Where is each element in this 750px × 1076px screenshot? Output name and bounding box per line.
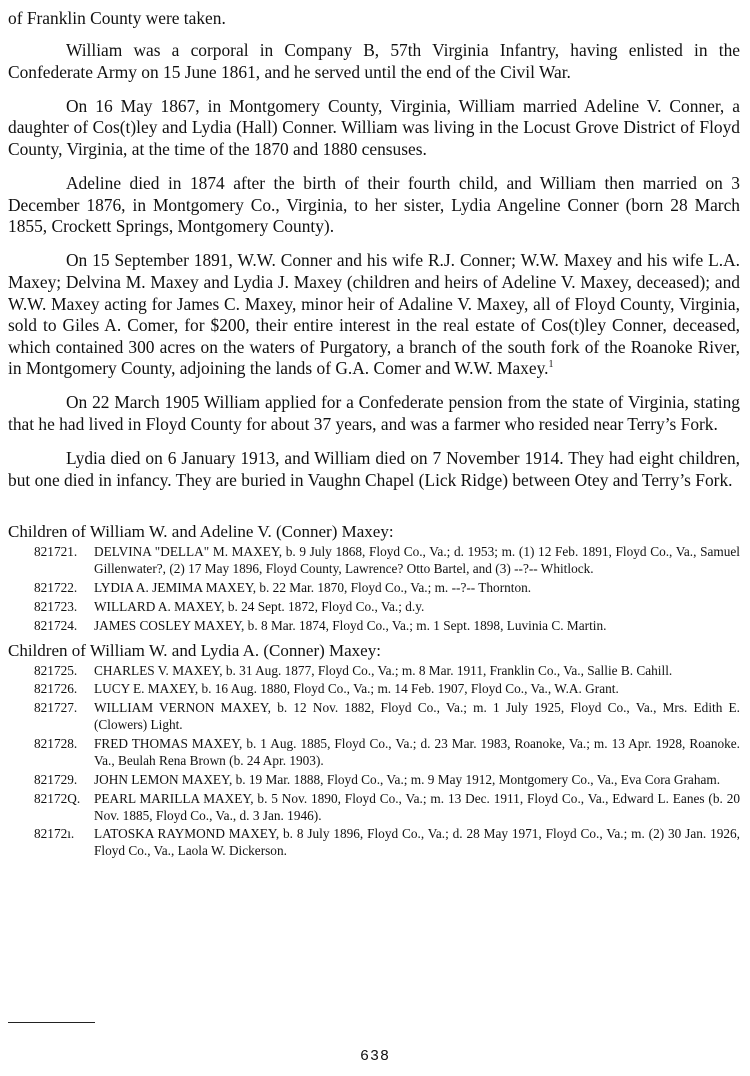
paragraph-text: On 15 September 1891, W.W. Conner and his wife R.J. Conner; W.W. Maxey and his wife L.A. Maxey; Delvina M. Maxey and Lydia J. Maxey (children and heirs of Adeline V. Maxey, deceased); and W.W. Maxey acting for James C. Maxey, minor heir of Adaline V. Maxey, all of Floyd County, Virginia, sold to Giles A. Comer, for $200, their entire interest in the real estate of Cos(t)ley Conner, deceased, which contained 300 acres on the waters of Purgatory, a branch of the south fork of the Roanoke River, in Montgomery County, adjoining the lands of G.A. Comer and W.W. Maxey.: [8, 250, 740, 379]
footnote-marker: 1: [548, 359, 554, 371]
child-text: LUCY E. MAXEY, b. 16 Aug. 1880, Floyd Co., Va.; m. 14 Feb. 1907, Floyd Co., Va., W.A. Grant.: [94, 681, 619, 697]
child-number: 821723.: [34, 598, 78, 614]
child-entry: [8, 680, 740, 697]
child-entry: [8, 735, 740, 769]
paragraph: On 16 May 1867, in Montgomery County, Virginia, William married Adeline V. Conner, a daughter of Cos(t)ley and Lydia (Hall) Conner. William was living in the Locust Grove District of Floyd County, Virginia, at the time of the 1870 and 1880 censuses.: [8, 95, 740, 159]
children-list: [8, 543, 740, 633]
child-entry: [8, 662, 740, 679]
child-text: LATOSKA RAYMOND MAXEY, b. 8 July 1896, Floyd Co., Va.; d. 28 May 1971, Floyd Co., Va.; m. (2) 30 Jan. 1926, Floyd Co., Va., Laola W. Dickerson.: [94, 826, 740, 859]
child-number: 82172ı.: [34, 826, 75, 842]
children-list: [8, 662, 740, 860]
child-text: LYDIA A. JEMIMA MAXEY, b. 22 Mar. 1870, Floyd Co., Va.; m. --?-- Thornton.: [94, 580, 532, 596]
child-text: DELVINA "DELLA" M. MAXEY, b. 9 July 1868, Floyd Co., Va.; d. 1953; m. (1) 12 Feb. 1891, Floyd Co., Va., Samuel Gillenwater?, (2) 17 May 1896, Floyd County, Lawrence? Otto Bartel, and (3) --?-- Whitlock.: [94, 544, 740, 577]
page-body: [8, 8, 740, 861]
child-entry: [8, 598, 740, 615]
child-text: WILLARD A. MAXEY, b. 24 Sept. 1872, Floyd Co., Va.; d.y.: [94, 598, 425, 614]
children-group-heading: Children of William W. and Adeline V. (Conner) Maxey:: [8, 522, 394, 542]
child-number: 821729.: [34, 771, 78, 787]
child-entry: [8, 771, 740, 788]
child-number: 821727.: [34, 700, 78, 716]
children-group-heading: Children of William W. and Lydia A. (Conner) Maxey:: [8, 640, 381, 660]
child-entry: [8, 579, 740, 596]
child-text: WILLIAM VERNON MAXEY, b. 12 Nov. 1882, Floyd Co., Va.; m. 1 July 1925, Floyd Co., Va., Mrs. Edith E. (Clowers) Light.: [94, 700, 740, 733]
child-entry: [8, 617, 740, 634]
footnote-rule: [8, 1022, 95, 1023]
child-number: 821724.: [34, 617, 78, 633]
paragraph: [8, 250, 740, 380]
child-entry: [8, 790, 740, 824]
paragraph: On 22 March 1905 William applied for a Confederate pension from the state of Virginia, stating that he had lived in Floyd County for about 37 years, and was a farmer who resided near Terry’s Fork.: [8, 392, 740, 434]
child-number: 821726.: [34, 681, 78, 697]
child-text: JOHN LEMON MAXEY, b. 19 Mar. 1888, Floyd Co., Va.; m. 9 May 1912, Montgomery Co., Va., Eva Cora Graham.: [94, 771, 721, 787]
child-number: 821725.: [34, 662, 78, 678]
child-number: 821722.: [34, 580, 78, 596]
child-number: 821721.: [34, 544, 78, 560]
child-text: FRED THOMAS MAXEY, b. 1 Aug. 1885, Floyd Co., Va.; d. 23 Mar. 1983, Roanoke, Va.; m. 13 Apr. 1928, Roanoke. Va., Beulah Rena Brown (b. 24 Apr. 1903).: [94, 736, 740, 769]
child-number: 82172Q.: [34, 790, 81, 806]
paragraph: Lydia died on 6 January 1913, and William died on 7 November 1914. They had eight children, but one died in infancy. They are buried in Vaughn Chapel (Lick Ridge) between Otey and Terry’s Fork.: [8, 448, 740, 490]
child-entry: [8, 699, 740, 733]
child-text: JAMES COSLEY MAXEY, b. 8 Mar. 1874, Floyd Co., Va.; m. 1 Sept. 1898, Luvinia C. Martin.: [94, 617, 607, 633]
paragraph: Adeline died in 1874 after the birth of their fourth child, and William then married on 3 December 1876, in Montgomery Co., Virginia, to her sister, Lydia Angeline Conner (born 28 March 1855, Crockett Springs, Montgomery County).: [8, 173, 740, 237]
child-entry: [8, 825, 740, 859]
paragraph: of Franklin County were taken.: [8, 8, 226, 28]
paragraph: William was a corporal in Company B, 57th Virginia Infantry, having enlisted in the Confederate Army on 15 June 1861, and he served until the end of the Civil War.: [8, 40, 740, 82]
child-number: 821728.: [34, 736, 78, 752]
child-entry: [8, 543, 740, 577]
child-text: CHARLES V. MAXEY, b. 31 Aug. 1877, Floyd Co., Va.; m. 8 Mar. 1911, Franklin Co., Va., Sallie B. Cahill.: [94, 662, 673, 678]
page-number: 638: [359, 1048, 390, 1065]
child-text: PEARL MARILLA MAXEY, b. 5 Nov. 1890, Floyd Co., Va.; m. 13 Dec. 1911, Floyd Co., Va., Edward L. Eanes (b. 20 Nov. 1885, Floyd Co., Va., d. 3 Jan. 1946).: [94, 790, 740, 823]
